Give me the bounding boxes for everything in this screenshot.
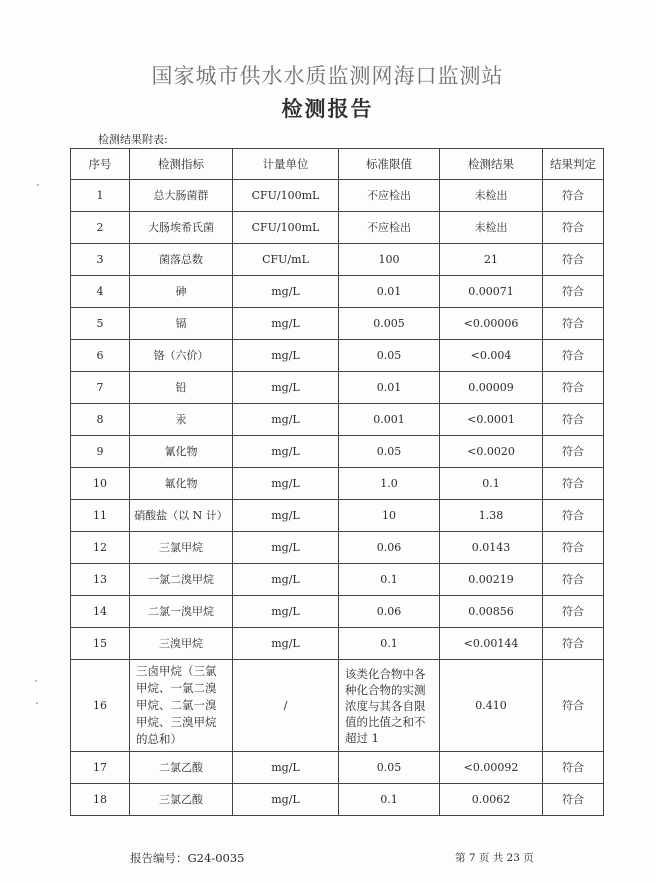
table-cell: 14 <box>71 596 130 628</box>
table-cell: mg/L <box>233 532 339 564</box>
table-cell: 符合 <box>543 308 604 340</box>
table-cell: 2 <box>71 212 130 244</box>
table-cell: 镉 <box>130 308 233 340</box>
table-cell: mg/L <box>233 500 339 532</box>
table-cell: mg/L <box>233 436 339 468</box>
table-cell: 8 <box>71 404 130 436</box>
table-row <box>71 244 604 276</box>
table-cell: 10 <box>339 500 440 532</box>
table-row <box>71 436 604 468</box>
table-cell: mg/L <box>233 372 339 404</box>
table-cell: 不应检出 <box>339 212 440 244</box>
table-cell: mg/L <box>233 596 339 628</box>
table-cell: 总大肠菌群 <box>130 180 233 212</box>
table-cell: 12 <box>71 532 130 564</box>
scan-speck <box>36 702 38 704</box>
table-cell: 0.01 <box>339 276 440 308</box>
table-cell: 符合 <box>543 372 604 404</box>
table-row <box>71 564 604 596</box>
table-row <box>71 212 604 244</box>
table-row <box>71 340 604 372</box>
table-cell: mg/L <box>233 784 339 816</box>
table-cell: 符合 <box>543 564 604 596</box>
table-cell: 符合 <box>543 180 604 212</box>
table-cell: mg/L <box>233 308 339 340</box>
header-cell: 序号 <box>71 149 130 180</box>
table-row <box>71 660 604 752</box>
table-cell: 0.06 <box>339 596 440 628</box>
table-cell: <0.0020 <box>440 436 543 468</box>
header-cell: 计量单位 <box>233 149 339 180</box>
table-row <box>71 628 604 660</box>
table-cell: 5 <box>71 308 130 340</box>
table-cell: 三溴甲烷 <box>130 628 233 660</box>
table-cell: 17 <box>71 752 130 784</box>
table-cell: 符合 <box>543 340 604 372</box>
report-number: 报告编号：G24-0035 <box>130 851 245 865</box>
table-row <box>71 532 604 564</box>
table-cell: 氰化物 <box>130 436 233 468</box>
table-row <box>71 276 604 308</box>
table-cell: 菌落总数 <box>130 244 233 276</box>
organization-title: 国家城市供水水质监测网海口监测站 <box>151 64 504 88</box>
table-cell: 0.00009 <box>440 372 543 404</box>
table-cell: 未检出 <box>440 180 543 212</box>
table-cell: mg/L <box>233 276 339 308</box>
table-cell: 未检出 <box>440 212 543 244</box>
document-title: 检测报告 <box>281 96 374 121</box>
table-cell: 0.0062 <box>440 784 543 816</box>
table-cell: CFU/100mL <box>233 212 339 244</box>
table-cell: 符合 <box>543 404 604 436</box>
table-row <box>71 404 604 436</box>
table-cell: 13 <box>71 564 130 596</box>
table-cell: 符合 <box>543 212 604 244</box>
table-cell: 1 <box>71 180 130 212</box>
table-cell: 符合 <box>543 752 604 784</box>
table-cell: mg/L <box>233 564 339 596</box>
table-cell: 符合 <box>543 468 604 500</box>
scan-speck <box>35 680 37 682</box>
table-cell: 9 <box>71 436 130 468</box>
table-cell: 该类化合物中各种化合物的实测浓度与其各自限值的比值之和不超过 1 <box>339 660 440 752</box>
table-cell: 0.06 <box>339 532 440 564</box>
table-cell: 一氯二溴甲烷 <box>130 564 233 596</box>
table-row <box>71 372 604 404</box>
table-cell: mg/L <box>233 340 339 372</box>
table-row <box>71 308 604 340</box>
table-cell: 0.0143 <box>440 532 543 564</box>
table-cell: 0.00856 <box>440 596 543 628</box>
table-cell: 1.38 <box>440 500 543 532</box>
table-cell: 0.05 <box>339 436 440 468</box>
table-cell: mg/L <box>233 468 339 500</box>
table-cell: 21 <box>440 244 543 276</box>
table-cell: 三氯乙酸 <box>130 784 233 816</box>
table-cell: 0.005 <box>339 308 440 340</box>
table-cell: 二氯乙酸 <box>130 752 233 784</box>
table-cell: 符合 <box>543 276 604 308</box>
table-cell: 符合 <box>543 596 604 628</box>
table-cell: 符合 <box>543 244 604 276</box>
table-cell: 0.01 <box>339 372 440 404</box>
table-cell: 18 <box>71 784 130 816</box>
table-cell: 0.00219 <box>440 564 543 596</box>
table-row <box>71 468 604 500</box>
table-cell: CFU/100mL <box>233 180 339 212</box>
table-cell: / <box>233 660 339 752</box>
table-cell: 3 <box>71 244 130 276</box>
table-cell: 7 <box>71 372 130 404</box>
table-row <box>71 752 604 784</box>
table-cell: 硝酸盐（以 N 计） <box>130 500 233 532</box>
scan-speck <box>37 184 39 186</box>
table-cell: 不应检出 <box>339 180 440 212</box>
table-cell: 0.1 <box>339 784 440 816</box>
table-cell: 0.00071 <box>440 276 543 308</box>
table-cell: 0.1 <box>339 628 440 660</box>
table-cell: 11 <box>71 500 130 532</box>
table-cell: 三氯甲烷 <box>130 532 233 564</box>
table-row <box>71 784 604 816</box>
table-cell: mg/L <box>233 628 339 660</box>
table-cell: 氟化物 <box>130 468 233 500</box>
table-cell: 符合 <box>543 532 604 564</box>
table-cell: 1.0 <box>339 468 440 500</box>
table-cell: <0.00144 <box>440 628 543 660</box>
table-row <box>71 500 604 532</box>
table-cell: 0.1 <box>339 564 440 596</box>
table-cell: 符合 <box>543 784 604 816</box>
header-cell: 标准限值 <box>339 149 440 180</box>
results-table <box>70 148 604 816</box>
table-cell: CFU/mL <box>233 244 339 276</box>
table-cell: 符合 <box>543 500 604 532</box>
table-cell: 0.05 <box>339 340 440 372</box>
table-cell: mg/L <box>233 404 339 436</box>
header-cell: 结果判定 <box>543 149 604 180</box>
table-cell: 4 <box>71 276 130 308</box>
table-cell: 0.001 <box>339 404 440 436</box>
table-cell: <0.0001 <box>440 404 543 436</box>
table-cell: 15 <box>71 628 130 660</box>
table-row <box>71 596 604 628</box>
table-cell: <0.00092 <box>440 752 543 784</box>
table-cell: <0.00006 <box>440 308 543 340</box>
table-cell: 二氯一溴甲烷 <box>130 596 233 628</box>
table-cell: mg/L <box>233 752 339 784</box>
table-cell: 大肠埃希氏菌 <box>130 212 233 244</box>
table-cell: 铅 <box>130 372 233 404</box>
table-row <box>71 180 604 212</box>
table-header-row <box>71 149 604 180</box>
table-cell: 汞 <box>130 404 233 436</box>
table-cell: 0.05 <box>339 752 440 784</box>
table-cell: 符合 <box>543 436 604 468</box>
page-number: 第 7 页 共 23 页 <box>455 852 534 864</box>
table-cell: 10 <box>71 468 130 500</box>
table-cell: 0.1 <box>440 468 543 500</box>
table-cell: 符合 <box>543 660 604 752</box>
table-cell: 100 <box>339 244 440 276</box>
table-cell: 符合 <box>543 628 604 660</box>
table-cell: 三卤甲烷（三氯甲烷、一氯二溴甲烷、二氯一溴甲烷、三溴甲烷的总和） <box>130 660 233 752</box>
table-cell: 16 <box>71 660 130 752</box>
table-cell: 砷 <box>130 276 233 308</box>
table-caption: 检测结果附表: <box>98 133 168 146</box>
table-cell: 铬（六价） <box>130 340 233 372</box>
table-cell: <0.004 <box>440 340 543 372</box>
header-cell: 检测指标 <box>130 149 233 180</box>
table-cell: 0.410 <box>440 660 543 752</box>
table-cell: 6 <box>71 340 130 372</box>
header-cell: 检测结果 <box>440 149 543 180</box>
